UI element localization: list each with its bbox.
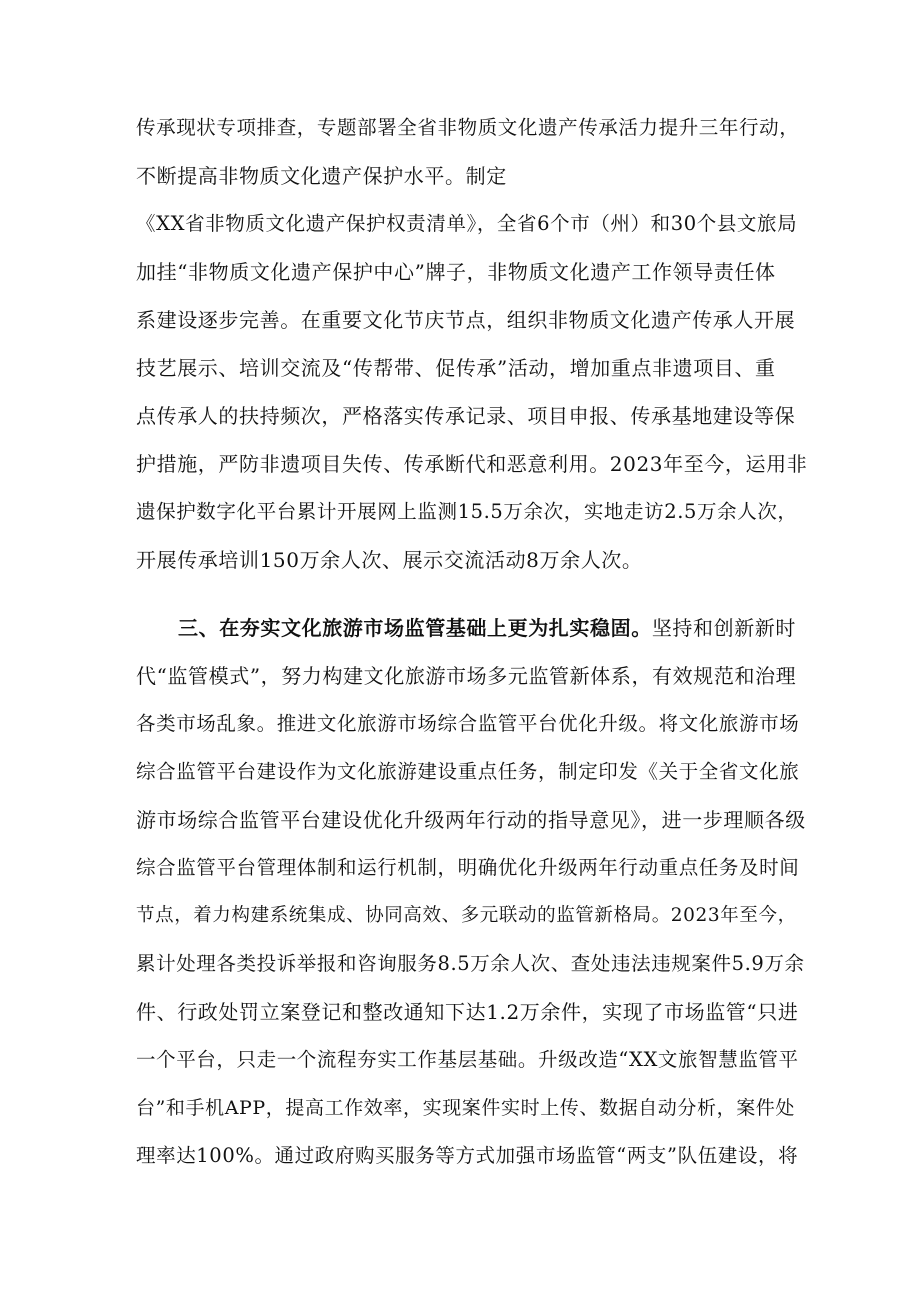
- paragraph-line: 《XX省非物质文化遗产保护权责清单》，全省6个市（州）和30个县文旅局: [136, 212, 798, 235]
- paragraph-line: 台”和手机APP，提高工作效率，实现案件实时上传、数据自动分析，案件处: [136, 1097, 796, 1119]
- section-three-first-line: [178, 613, 796, 643]
- paragraph-line: 传承现状专项排查，专题部署全省非物质文化遗产传承活力提升三年行动，: [136, 116, 800, 139]
- section-three-first-line-text: 坚持和创新新时: [651, 616, 797, 640]
- paragraph-line: 节点，着力构建系统集成、协同高效、多元联动的监管新格局。2023年至今，: [136, 905, 797, 926]
- paragraph-line: 各类市场乱象。推进文化旅游市场综合监管平台优化升级。将文化旅游市场: [136, 712, 800, 735]
- paragraph-line: 加挂“非物质文化遗产保护中心”牌子，非物质文化遗产工作领导责任体: [136, 260, 776, 284]
- paragraph-line: 代“监管模式”，努力构建文化旅游市场多元监管新体系，有效规范和治理: [136, 664, 797, 688]
- paragraph-line: 理率达100%。通过政府购买服务等方式加强市场监管“两支”队伍建设，将: [136, 1144, 799, 1167]
- paragraph-line: 件、行政处罚立案登记和整改通知下达1.2万余件，实现了市场监管“只进: [136, 1000, 799, 1024]
- paragraph-line: 不断提高非物质文化遗产保护水平。制定: [136, 164, 507, 188]
- paragraph-line: 综合监管平台建设作为文化旅游建设重点任务，制定印发《关于全省文化旅: [136, 760, 800, 783]
- paragraph-line: 一个平台，只走一个流程夯实工作基层基础。升级改造“XX文旅智慧监管平: [136, 1048, 799, 1071]
- paragraph-line: 系建设逐步完善。在重要文化节庆节点，组织非物质文化遗产传承人开展: [136, 308, 796, 332]
- section-three-heading: 三、在夯实文化旅游市场监管基础上更为扎实稳固。: [178, 616, 652, 640]
- paragraph-line: 点传承人的扶持频次，严格落实传承记录、项目申报、传承基地建设等保: [136, 404, 796, 428]
- paragraph-line: 累计处理各类投诉举报和咨询服务8.5万余人次、查处违法违规案件5.9万余: [136, 952, 805, 975]
- paragraph-line: 游市场综合监管平台建设优化升级两年行动的指导意见》，进一步理顺各级: [136, 808, 806, 832]
- paragraph-line: 开展传承培训150万余人次、展示交流活动8万余人次。: [136, 548, 643, 572]
- paragraph-line: 护措施，严防非遗项目失传、传承断代和恶意利用。2023年至今，运用非: [136, 452, 808, 476]
- paragraph-line: 技艺展示、培训交流及“传帮带、促传承”活动，增加重点非遗项目、重: [136, 356, 776, 380]
- paragraph-line: 综合监管平台管理体制和运行机制，明确优化升级两年行动重点任务及时间: [136, 856, 800, 879]
- paragraph-line: 遗保护数字化平台累计开展网上监测15.5万余次，实地走访2.5万余人次，: [136, 500, 798, 523]
